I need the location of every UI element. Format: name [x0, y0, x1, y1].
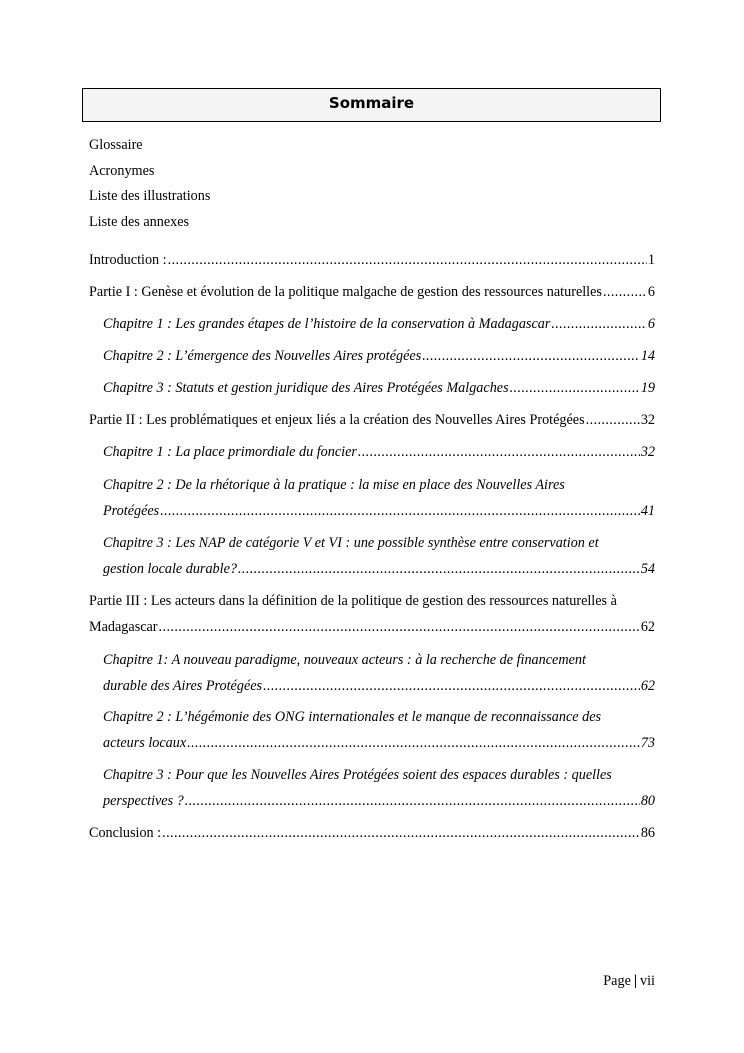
dot-leader	[185, 788, 640, 814]
dot-leader	[551, 311, 647, 337]
toc-entry-label-line-2: acteurs locaux	[103, 735, 187, 751]
dot-leader	[358, 439, 640, 465]
toc-entry-label-line-2: Protégées	[103, 503, 160, 519]
toc-page-number: 86	[640, 825, 655, 841]
toc-entry-label: Chapitre 2 : L’émergence des Nouvelles Aires protégées	[103, 348, 422, 364]
dot-leader	[586, 407, 640, 433]
dot-leader	[263, 673, 640, 699]
toc-page-number: 6	[647, 316, 655, 332]
summary-title: Sommaire	[82, 88, 661, 122]
toc-entry-partie-2-chapitre-2[interactable]	[103, 472, 655, 524]
toc-entry-label-line-1: Chapitre 2 : De la rhétorique à la pratique : la mise en place des Nouvelles Aires	[103, 477, 565, 493]
toc-entry-partie-1[interactable]	[89, 279, 655, 305]
toc-entry-label-line-1: Partie III : Les acteurs dans la définition de la politique de gestion des ressources naturelles à	[89, 593, 617, 609]
dot-leader	[159, 614, 640, 640]
toc-entry-label-line-2: Madagascar	[89, 619, 158, 635]
toc-entry-label-line-2: gestion locale durable?	[103, 561, 237, 577]
toc-entry-label: Chapitre 1 : La place primordiale du foncier	[103, 444, 357, 460]
toc-entry-label: Partie II : Les problématiques et enjeux liés a la création des Nouvelles Aires Protégées	[89, 412, 585, 428]
toc-page-number: 14	[640, 348, 655, 364]
toc-entry-label: Chapitre 3 : Statuts et gestion juridique des Aires Protégées Malgaches	[103, 380, 509, 396]
toc-entry-label-line-1: Chapitre 3 : Les NAP de catégorie V et VI : une possible synthèse entre conservation et	[103, 535, 599, 551]
toc-entry-label: Partie I : Genèse et évolution de la politique malgache de gestion des ressources naturelles	[89, 284, 602, 300]
dot-leader	[160, 498, 640, 524]
toc-entry-label: Chapitre 1 : Les grandes étapes de l’histoire de la conservation à Madagascar	[103, 316, 551, 332]
toc-page-number: 62	[640, 678, 655, 694]
front-matter-item-acronymes[interactable]: Acronymes	[89, 162, 155, 179]
toc-entry-label-line-1: Chapitre 2 : L’hégémonie des ONG internationales et le manque de reconnaissance des	[103, 709, 602, 725]
page-footer	[603, 973, 655, 990]
toc-entry-label-line-1: Chapitre 3 : Pour que les Nouvelles Aires Protégées soient des espaces durables : quelles	[103, 767, 612, 783]
toc-page-number: 32	[640, 412, 655, 428]
footer-separator: |	[633, 973, 638, 989]
toc-entry-label-line-2: durable des Aires Protégées	[103, 678, 263, 694]
toc-page-number: 1	[647, 252, 655, 268]
toc-page-number: 19	[640, 380, 655, 396]
front-matter-item-annexes[interactable]: Liste des annexes	[89, 213, 190, 230]
toc-page-number: 80	[640, 793, 655, 809]
dot-leader	[603, 279, 647, 305]
footer-page-label: Page	[603, 973, 631, 989]
toc-entry-partie-1-chapitre-1[interactable]	[103, 311, 655, 337]
toc-entry-introduction[interactable]	[89, 247, 655, 273]
dot-leader	[422, 343, 640, 369]
dot-leader	[168, 247, 647, 273]
toc-entry-partie-3-chapitre-2[interactable]	[103, 704, 655, 756]
front-matter-item-illustrations[interactable]: Liste des illustrations	[89, 188, 211, 204]
toc-entry-partie-3[interactable]	[89, 588, 655, 640]
toc-entry-partie-3-chapitre-3[interactable]	[103, 762, 655, 814]
toc-page-number: 32	[640, 444, 655, 460]
toc-page-number: 41	[640, 503, 655, 519]
toc-page-number: 62	[640, 619, 655, 635]
toc-entry-conclusion[interactable]	[89, 820, 655, 846]
dot-leader	[187, 730, 640, 756]
footer-page-number: vii	[640, 973, 655, 989]
toc-entry-label-line-2: perspectives ?	[103, 793, 184, 809]
toc-entry-label: Conclusion :	[89, 825, 162, 841]
toc-entry-label-line-1: Chapitre 1: A nouveau paradigme, nouveaux acteurs : à la recherche de financement	[103, 652, 586, 668]
dot-leader	[162, 820, 640, 846]
toc-page-number: 54	[640, 561, 655, 577]
front-matter-item-glossaire[interactable]: Glossaire	[89, 137, 143, 153]
toc-entry-partie-1-chapitre-3[interactable]	[103, 375, 655, 401]
toc-entry-partie-2-chapitre-3[interactable]	[103, 530, 655, 582]
toc-entry-partie-3-chapitre-1[interactable]	[103, 647, 655, 699]
toc-entry-label: Introduction :	[89, 252, 167, 268]
toc-entry-partie-1-chapitre-2[interactable]	[103, 343, 655, 369]
dot-leader	[238, 556, 640, 582]
dot-leader	[510, 375, 640, 401]
toc-page-number: 73	[640, 735, 655, 751]
toc-page-number: 6	[647, 284, 655, 300]
toc-entry-partie-2[interactable]	[89, 407, 655, 433]
front-matter-list	[89, 133, 210, 235]
toc-entry-partie-2-chapitre-1[interactable]	[103, 439, 655, 465]
